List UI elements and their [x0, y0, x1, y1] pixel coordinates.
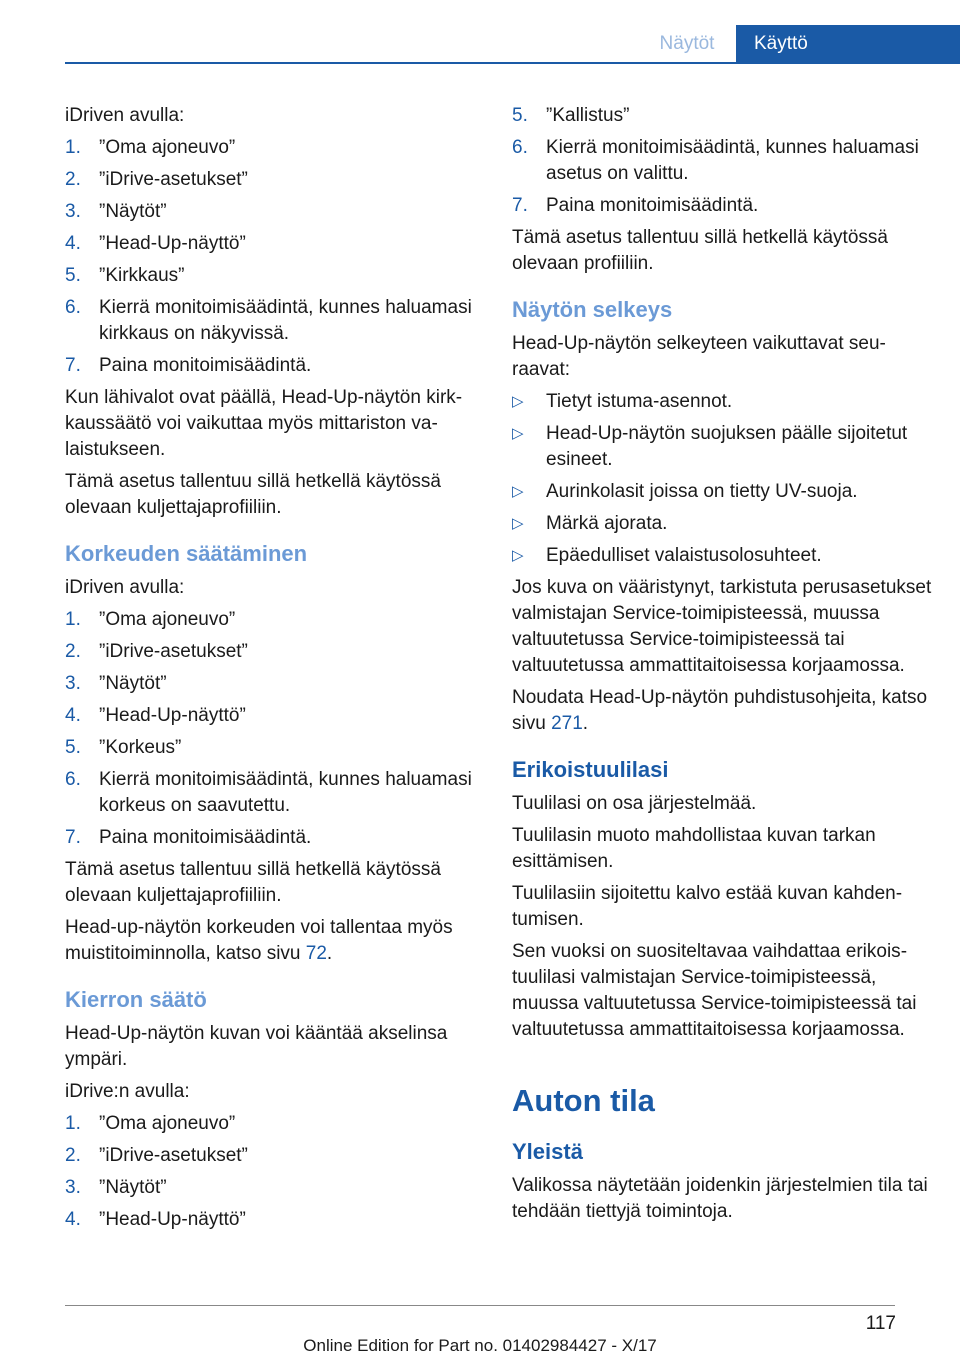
bullet-item	[512, 479, 932, 505]
step-item	[65, 639, 485, 665]
triangle-bullet-icon: ▷	[512, 425, 524, 442]
paragraph: Head-up-näytön korkeuden voi tallentaa myös muistitoiminnolla, katso sivu 72.	[65, 917, 453, 964]
step-text: ”Oma ajoneuvo”	[99, 137, 236, 158]
step-text: Kierrä monitoimisäädintä, kunnes haluamasi asetus on valittu.	[546, 137, 919, 184]
paragraph: Tämä asetus tallentuu sillä hetkellä käytössä olevaan kuljettajaprofiiliin.	[65, 471, 441, 518]
intro-text: iDriven avulla:	[65, 105, 185, 126]
step-item	[65, 295, 485, 347]
step-text: Paina monitoimisäädintä.	[546, 195, 759, 216]
step-number: 2.	[65, 641, 81, 662]
step-number: 3.	[65, 201, 81, 222]
paragraph: Head-Up-näytön selkeyteen vaikuttavat seuraavat:	[512, 333, 886, 380]
step-number: 2.	[65, 1145, 81, 1166]
bullet-text: Aurinkolasit joissa on tietty UV-suoja.	[546, 481, 858, 502]
tab-kaytto[interactable]: Käyttö	[736, 25, 960, 62]
rotation-steps	[65, 1111, 485, 1233]
section-heading-rotation: Kierron säätö	[65, 987, 207, 1012]
step-number: 3.	[65, 673, 81, 694]
step-text: ”Näytöt”	[99, 201, 167, 222]
clarity-factors	[512, 389, 932, 569]
left-column	[65, 103, 485, 1239]
bullet-text: Märkä ajorata.	[546, 513, 668, 534]
step-number: 6.	[512, 137, 528, 158]
step-item	[512, 193, 932, 219]
step-number: 7.	[65, 355, 81, 376]
chapter-heading-vehicle-status: Auton tila	[512, 1083, 655, 1118]
step-item	[65, 231, 485, 257]
step-item	[65, 1143, 485, 1169]
header-rule	[65, 62, 960, 64]
paragraph: Kun lähivalot ovat päällä, Head-Up-näytön kirkkaussäätö voi vaikuttaa myös mittariston valaistukseen.	[65, 387, 463, 460]
step-text: Kierrä monitoimisäädintä, kunnes haluamasi kirkkaus on näkyvissä.	[99, 297, 472, 344]
paragraph: Valikossa näytetään joidenkin järjestelmien tila tai tehdään tiettyjä toimintoja.	[512, 1175, 928, 1222]
step-item	[65, 135, 485, 161]
bullet-item	[512, 389, 932, 415]
step-item	[65, 1175, 485, 1201]
step-text: ”Korkeus”	[99, 737, 182, 758]
step-number: 6.	[65, 769, 81, 790]
step-number: 4.	[65, 1209, 81, 1230]
step-number: 5.	[65, 737, 81, 758]
step-text: ”Head-Up-näyttö”	[99, 1209, 246, 1230]
step-text: ”iDrive-asetukset”	[99, 641, 248, 662]
paragraph: Tuulilasiin sijoitettu kalvo estää kuvan kahdentumisen.	[512, 883, 903, 930]
page-link-271[interactable]: 271	[551, 713, 583, 734]
page-link-72[interactable]: 72	[305, 943, 327, 964]
step-text: Paina monitoimisäädintä.	[99, 827, 312, 848]
height-steps	[65, 607, 485, 851]
step-item	[65, 825, 485, 851]
paragraph: Sen vuoksi on suositeltavaa vaihdattaa erikoistuulilasi valmistajan Service-toimipisteessä, muussa valtuutetussa Service-toimipisteessä tai valtuutetussa ammattitaitoisessa korjaamossa.	[512, 941, 917, 1040]
paragraph: Tämä asetus tallentuu sillä hetkellä käytössä olevaan kuljettajaprofiiliin.	[65, 859, 441, 906]
step-number: 5.	[512, 105, 528, 126]
edition-footer: Online Edition for Part no. 01402984427 - X/17	[303, 1336, 657, 1355]
bullet-text: Epäedulliset valaistusolosuhteet.	[546, 545, 822, 566]
bullet-text: Head-Up-näytön suojuksen päälle sijoitetut esineet.	[546, 423, 908, 470]
right-column	[512, 103, 932, 1231]
paragraph: Head-Up-näytön kuvan voi kääntää akselinsa ympäri.	[65, 1023, 448, 1070]
step-item	[65, 263, 485, 289]
rotation-steps-cont	[512, 103, 932, 219]
triangle-bullet-icon: ▷	[512, 393, 524, 410]
step-item	[65, 671, 485, 697]
step-item	[65, 353, 485, 379]
triangle-bullet-icon: ▷	[512, 547, 524, 564]
section-heading-general: Yleistä	[512, 1139, 583, 1164]
intro-text: iDriven avulla:	[65, 577, 185, 598]
step-number: 6.	[65, 297, 81, 318]
step-text: ”Oma ajoneuvo”	[99, 1113, 236, 1134]
step-item	[65, 703, 485, 729]
triangle-bullet-icon: ▷	[512, 483, 524, 500]
step-item	[65, 607, 485, 633]
step-text: ”iDrive-asetukset”	[99, 169, 248, 190]
intro-text: iDrive:n avulla:	[65, 1081, 190, 1102]
bullet-item	[512, 421, 932, 473]
step-text: ”Head-Up-näyttö”	[99, 705, 246, 726]
bullet-item	[512, 511, 932, 537]
step-item	[65, 767, 485, 819]
section-heading-clarity: Näytön selkeys	[512, 297, 673, 322]
step-number: 4.	[65, 233, 81, 254]
paragraph: Tämä asetus tallentuu sillä hetkellä käytössä olevaan profiiliin.	[512, 227, 888, 274]
paragraph: Jos kuva on vääristynyt, tarkistuta perusasetukset valmistajan Service-toimipisteessä, muussa valtuutetussa Service-toimipisteessä tai valtuutetussa ammattitaitoisessa korjaamossa.	[512, 577, 932, 676]
paragraph: Noudata Head-Up-näytön puhdistusohjeita, katso sivu 271.	[512, 687, 928, 734]
page-number: 117	[865, 1313, 896, 1334]
step-number: 1.	[65, 609, 81, 630]
step-number: 7.	[65, 827, 81, 848]
step-number: 7.	[512, 195, 528, 216]
paragraph: Tuulilasi on osa järjestelmää.	[512, 793, 757, 814]
step-text: ”Näytöt”	[99, 1177, 167, 1198]
step-number: 1.	[65, 1113, 81, 1134]
brightness-steps	[65, 135, 485, 379]
step-text: ”Kallistus”	[546, 105, 630, 126]
bullet-item	[512, 543, 932, 569]
step-item	[65, 1207, 485, 1233]
step-item	[65, 1111, 485, 1137]
tab-naytot[interactable]: Näytöt	[659, 33, 715, 54]
step-item	[65, 735, 485, 761]
step-item	[512, 135, 932, 187]
step-text: ”Näytöt”	[99, 673, 167, 694]
step-text: Paina monitoimisäädintä.	[99, 355, 312, 376]
step-text: Kierrä monitoimisäädintä, kunnes haluamasi korkeus on saavutettu.	[99, 769, 472, 816]
step-item	[512, 103, 932, 129]
section-heading-windscreen: Erikoistuulilasi	[512, 757, 669, 782]
step-number: 3.	[65, 1177, 81, 1198]
step-text: ”Kirkkaus”	[99, 265, 185, 286]
triangle-bullet-icon: ▷	[512, 515, 524, 532]
step-text: ”Head-Up-näyttö”	[99, 233, 246, 254]
step-text: ”iDrive-asetukset”	[99, 1145, 248, 1166]
step-number: 4.	[65, 705, 81, 726]
step-number: 5.	[65, 265, 81, 286]
footer-rule	[65, 1305, 895, 1306]
bullet-text: Tietyt istuma-asennot.	[546, 391, 733, 412]
section-heading-height: Korkeuden säätäminen	[65, 541, 308, 566]
step-item	[65, 167, 485, 193]
step-text: ”Oma ajoneuvo”	[99, 609, 236, 630]
step-number: 2.	[65, 169, 81, 190]
paragraph: Tuulilasin muoto mahdollistaa kuvan tarkan esittämisen.	[512, 825, 876, 872]
step-number: 1.	[65, 137, 81, 158]
step-item	[65, 199, 485, 225]
